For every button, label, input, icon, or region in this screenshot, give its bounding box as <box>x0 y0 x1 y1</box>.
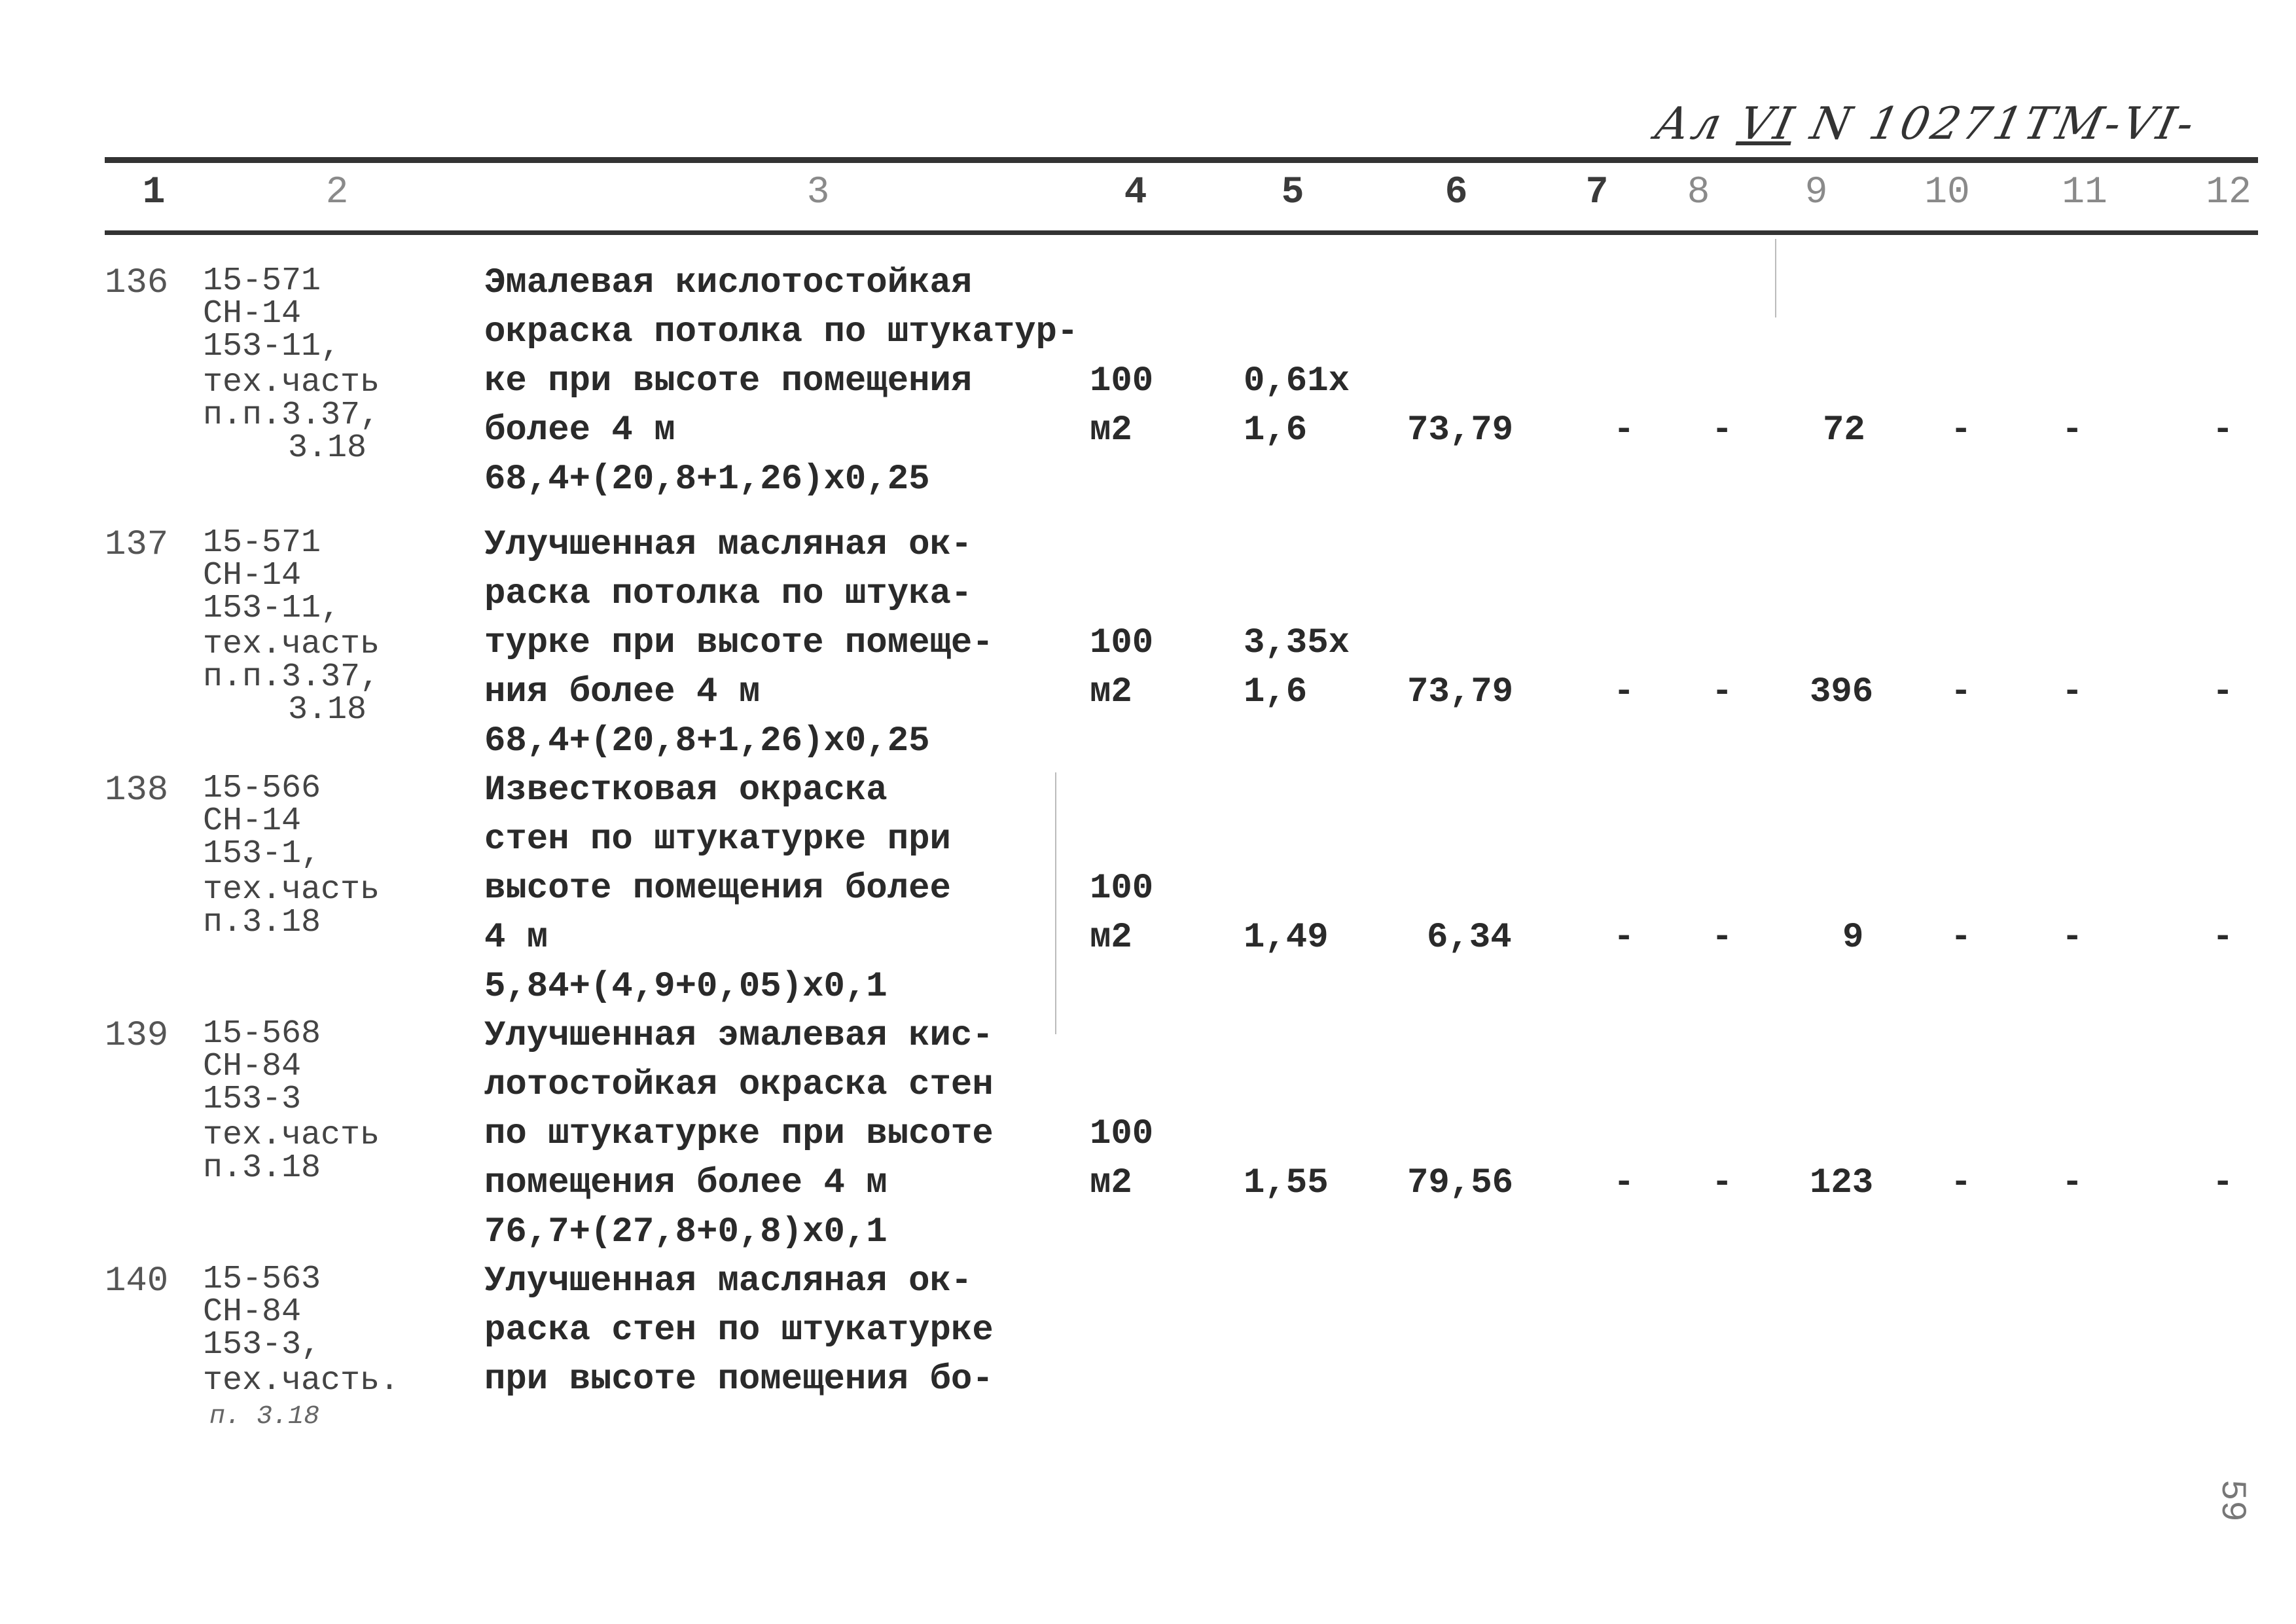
row-description: более 4 м <box>484 410 675 450</box>
column-header-5: 5 <box>1281 171 1304 214</box>
row-code: 15-571 <box>203 262 321 300</box>
row-description: 4 м <box>484 918 548 958</box>
row-col8: - <box>1712 672 1733 712</box>
row-col7: - <box>1613 410 1635 450</box>
row-col9: 72 <box>1823 410 1865 450</box>
row-description: 5,84+(4,9+0,05)х0,1 <box>484 967 888 1007</box>
row-description: Улучшенная масляная ок- <box>484 1261 973 1301</box>
row-col6: 73,79 <box>1407 410 1514 450</box>
table-top-rule <box>105 157 2258 163</box>
column-header-12: 12 <box>2206 171 2251 214</box>
row-code: 15-566 <box>203 770 321 807</box>
row-coefficient: 0,61х <box>1244 361 1350 401</box>
row-code: 15-568 <box>203 1015 321 1053</box>
row-description: раска потолка по штука- <box>484 574 973 614</box>
row-col9: 396 <box>1810 672 1874 712</box>
row-description: раска стен по штукатурке <box>484 1310 994 1350</box>
row-code: СН-14 <box>203 803 302 840</box>
row-description: при высоте помещения бо- <box>484 1360 994 1399</box>
row-code: п.3.18 <box>203 1149 321 1187</box>
row-description: по штукатурке при высоте <box>484 1114 994 1154</box>
row-col7: - <box>1613 918 1635 958</box>
row-code: СН-84 <box>203 1293 302 1331</box>
row-unit: 100 <box>1090 361 1154 401</box>
page-number: 59 <box>2212 1479 2251 1522</box>
row-description: окраска потолка по штукатур- <box>484 312 1079 352</box>
row-code: 153-1, <box>203 835 321 873</box>
row-col7: - <box>1613 1163 1635 1203</box>
row-code: СН-14 <box>203 557 302 594</box>
row-number: 138 <box>105 770 169 810</box>
row-unit: м2 <box>1090 410 1132 450</box>
row-description: ния более 4 м <box>484 672 761 712</box>
row-unit: м2 <box>1090 1163 1132 1203</box>
row-unit: 100 <box>1090 869 1154 909</box>
row-col10: - <box>1950 1163 1972 1203</box>
row-code: 15-571 <box>203 524 321 562</box>
row-col10: - <box>1950 410 1972 450</box>
row-code: п.п.3.37, <box>203 397 380 434</box>
row-description: 76,7+(27,8+0,8)х0,1 <box>484 1212 888 1252</box>
column-header-10: 10 <box>1924 171 1970 214</box>
row-description: высоте помещения более <box>484 869 951 909</box>
column-header-7: 7 <box>1585 171 1609 214</box>
row-col6: 73,79 <box>1407 672 1514 712</box>
row-description: Улучшенная масляная ок- <box>484 525 973 565</box>
column-header-6: 6 <box>1444 171 1468 214</box>
row-col11: - <box>2062 918 2083 958</box>
row-code: тех.часть <box>203 1117 380 1154</box>
row-description: Улучшенная эмалевая кис- <box>484 1016 994 1056</box>
handwritten-header <box>1651 98 2201 150</box>
row-coefficient: 1,6 <box>1244 410 1308 450</box>
column-header-8: 8 <box>1687 171 1710 214</box>
row-col9: 123 <box>1810 1163 1874 1203</box>
row-unit: 100 <box>1090 1114 1154 1154</box>
row-number: 137 <box>105 525 169 565</box>
row-code: тех.часть <box>203 871 380 909</box>
handwritten-header-part2: VI <box>1734 98 1801 150</box>
handwritten-header-part1: Ал <box>1650 98 1729 150</box>
row-description: лотостойкая окраска стен <box>484 1065 994 1105</box>
row-code: 153-3 <box>203 1081 302 1118</box>
row-col12: - <box>2212 410 2234 450</box>
table-divider <box>1775 239 1776 317</box>
row-code: 3.18 <box>288 429 367 467</box>
column-header-2: 2 <box>325 171 349 214</box>
row-unit: м2 <box>1090 918 1132 958</box>
row-coefficient: 1,6 <box>1244 672 1308 712</box>
row-code: 153-11, <box>203 590 341 627</box>
row-code: тех.часть. <box>203 1362 400 1399</box>
row-code: 15-563 <box>203 1261 321 1298</box>
row-description: 68,4+(20,8+1,26)х0,25 <box>484 721 930 761</box>
row-code: тех.часть <box>203 626 380 663</box>
column-header-11: 11 <box>2062 171 2108 214</box>
row-col10: - <box>1950 672 1972 712</box>
row-code: п. 3.18 <box>209 1402 320 1432</box>
column-header-3: 3 <box>806 171 830 214</box>
table-divider <box>1055 772 1056 1034</box>
row-col12: - <box>2212 918 2234 958</box>
row-number: 140 <box>105 1261 169 1301</box>
row-code: п.3.18 <box>203 904 321 941</box>
row-col12: - <box>2212 672 2234 712</box>
row-description: турке при высоте помеще- <box>484 623 994 663</box>
row-code: тех.часть <box>203 364 380 401</box>
row-code: 153-3, <box>203 1326 321 1363</box>
row-col11: - <box>2062 1163 2083 1203</box>
column-header-4: 4 <box>1124 171 1147 214</box>
row-code: СН-84 <box>203 1048 302 1085</box>
row-number: 136 <box>105 263 169 303</box>
row-col6: 6,34 <box>1427 918 1512 958</box>
handwritten-header-part3: N 10271ТМ-VI- <box>1806 98 2201 150</box>
row-col6: 79,56 <box>1407 1163 1514 1203</box>
row-coefficient: 3,35х <box>1244 623 1350 663</box>
row-col7: - <box>1613 672 1635 712</box>
row-col8: - <box>1712 918 1733 958</box>
row-col12: - <box>2212 1163 2234 1203</box>
row-description: помещения более 4 м <box>484 1163 888 1203</box>
row-col10: - <box>1950 918 1972 958</box>
row-col11: - <box>2062 672 2083 712</box>
row-description: Эмалевая кислотостойкая <box>484 263 973 303</box>
row-unit: 100 <box>1090 623 1154 663</box>
row-description: стен по штукатурке при <box>484 820 951 859</box>
row-coefficient: 1,49 <box>1244 918 1329 958</box>
row-col9: 9 <box>1842 918 1864 958</box>
row-description: ке при высоте помещения <box>484 361 973 401</box>
row-code: 3.18 <box>288 691 367 729</box>
row-number: 139 <box>105 1016 169 1056</box>
row-unit: м2 <box>1090 672 1132 712</box>
column-header-9: 9 <box>1804 171 1828 214</box>
row-col11: - <box>2062 410 2083 450</box>
row-code: 153-11, <box>203 328 341 365</box>
table-header-rule <box>105 230 2258 235</box>
row-description: Известковая окраска <box>484 770 888 810</box>
row-col8: - <box>1712 410 1733 450</box>
row-description: 68,4+(20,8+1,26)х0,25 <box>484 460 930 499</box>
row-code: п.п.3.37, <box>203 659 380 696</box>
row-coefficient: 1,55 <box>1244 1163 1329 1203</box>
row-col8: - <box>1712 1163 1733 1203</box>
row-code: СН-14 <box>203 295 302 333</box>
column-header-1: 1 <box>142 171 166 214</box>
